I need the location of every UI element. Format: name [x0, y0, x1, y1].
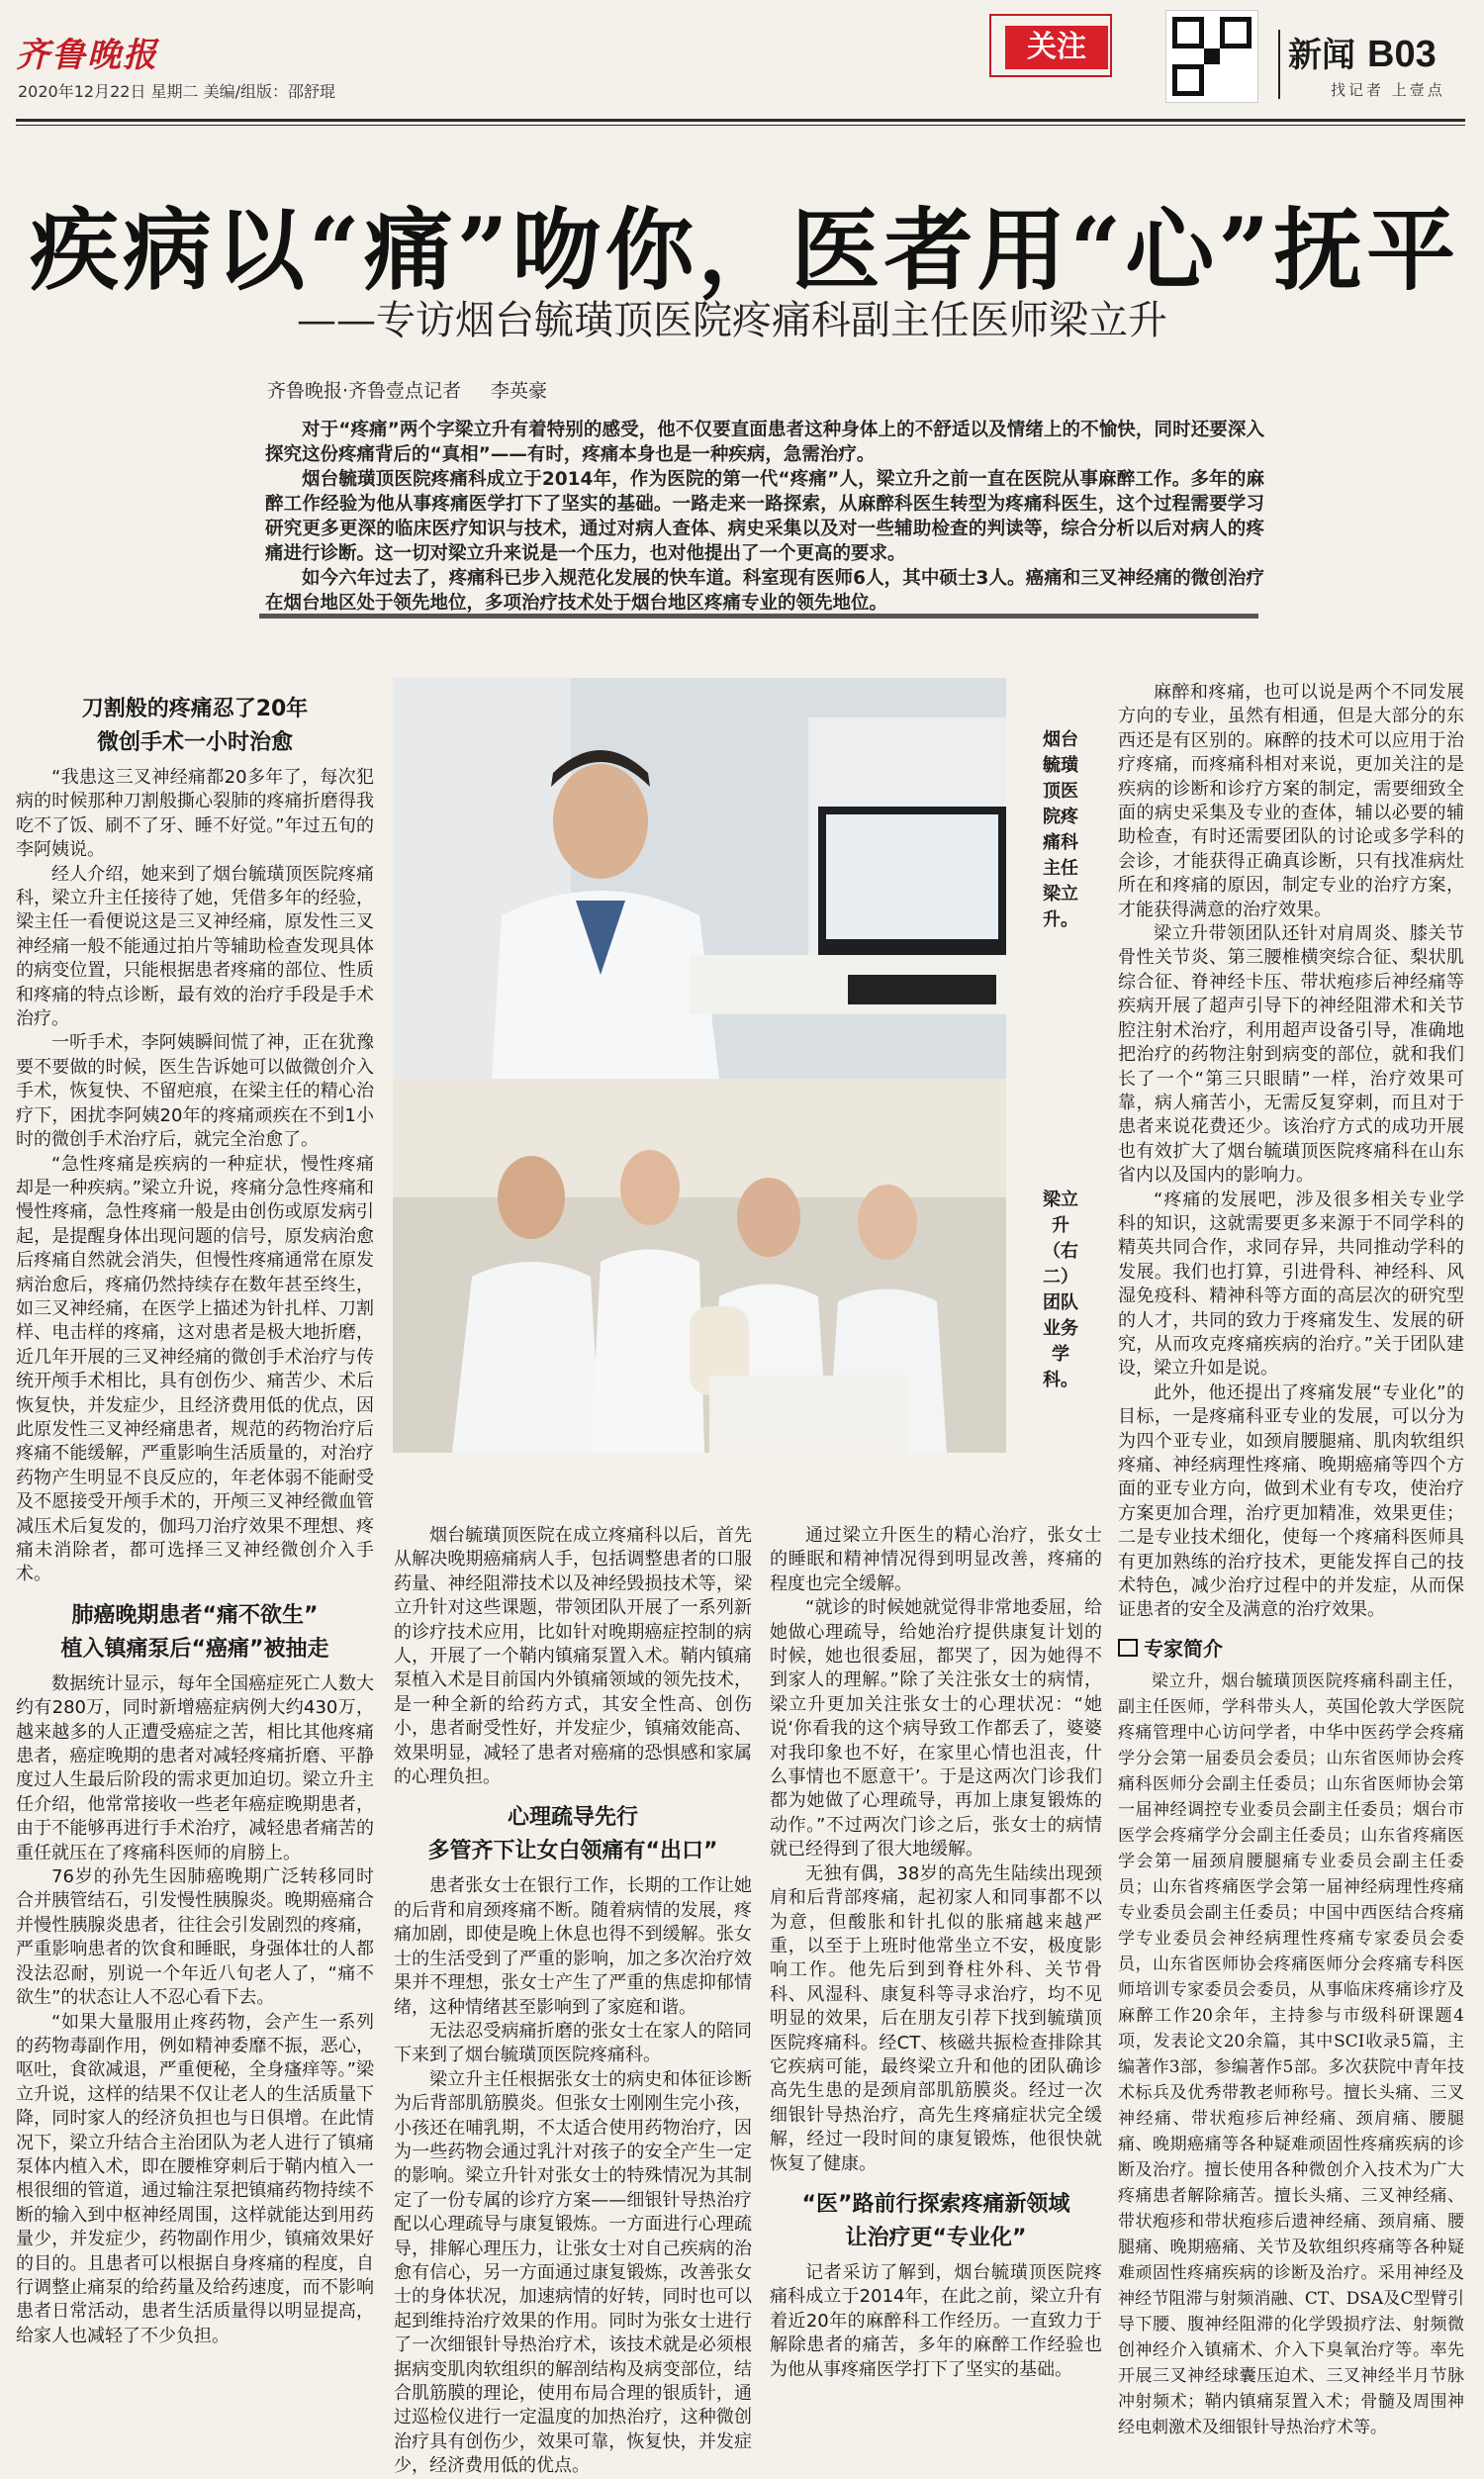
subheadline: ——专访烟台毓璜顶医院疼痛科副主任医师梁立升 [297, 298, 1167, 343]
section-heading: 刀割般的疼痛忍了20年 微创手术一小时治愈 [81, 697, 309, 755]
paragraph: 经人介绍，她来到了烟台毓璜顶医院疼痛科，梁立升主任接待了她，凭借多年的经验，梁主任一看便说这是三叉神经痛，原发性三叉神经痛一般不能通过拍片等辅助检查发现具体的病变位置，只能根据患者疼痛的部位、性质和疼痛的特点诊断，最有效的治疗手段是手术治疗。 [16, 863, 374, 1030]
byline-paper: 齐鲁晚报·齐鲁壹点记者 [267, 380, 462, 402]
section-heading: “医”路前行探索疼痛新领域 让治疗更“专业化” [801, 2191, 1070, 2250]
paragraph: “我患这三叉神经痛都20多年了，每次犯病的时候那种刀割般撕心裂肺的疼痛折磨得我吃不了饭、刷不了牙、睡不好觉。”年过五旬的李阿姨说。 [16, 767, 374, 861]
photo-illustration [393, 678, 1006, 1079]
paragraph: 此外，他还提出了疼痛发展“专业化”的目标，一是疼痛科亚专业的发展，可以分为为四个亚专业，如颈肩腰腿痛、肌肉软组织疼痛、神经病理性疼痛、晚期癌痛等四个方面的亚专业方向，做到术业有专攻，使治疗方案更加合理，治疗更加精准，效果更佳；二是专业技术细化，使每一个疼痛科医师具有更加熟练的治疗技术，更能发挥自己的技术特色，减少治疗过程中的并发症，从而保证患者的安全及满意的治疗效果。 [1118, 1382, 1464, 1621]
section-heading: 心理疏导先行 多管齐下让女白领痛有“出口” [427, 1805, 718, 1864]
paragraph: “疼痛的发展吧，涉及很多相关专业学科的知识，这就需要更多来源于不同学科的精英共同合作，求同存异，共同推动学科的发展。我们也打算，引进骨科、神经科、风湿免疫科、精神科等方面的高层次的研究型的人才，共同的致力于疼痛发生、发展的研究，从而攻克疼痛疾病的治疗。”关于团队建设，梁立升如是说。 [1118, 1189, 1464, 1380]
qr-code-icon[interactable] [1165, 10, 1258, 103]
lede-rule [259, 614, 1258, 619]
paragraph: 数据统计显示，每年全国癌症死亡人数大约有280万，同时新增癌症病例大约430万，越来越多的人正遭受癌症之苦，相比其他疼痛患者，癌症晚期的患者对减轻疼痛折磨、平静度过人生最后阶段的需求更加迫切。梁立升主任介绍，他常常接收一些老年癌症晚期患者，由于不能够再进行手术治疗，减轻患者痛苦的重任就压在了疼痛科医师的肩膀上。 [16, 1672, 374, 1863]
section-name: 新闻 [1288, 36, 1355, 75]
section-heading: 肺癌晚期患者“痛不欲生” 植入镇痛泵后“癌痛”被抽走 [60, 1602, 329, 1662]
paragraph: “如果大量服用止疼药物，会产生一系列的药物毒副作用，例如精神委靡不振，恶心，呕吐，食欲减退，严重便秘，全身瘙痒等。”梁立升说，这样的结果不仅让老人的生活质量下降，同时家人的经济负担也与日俱增。在此情况下，梁立升结合主治团队为老人进行了镇痛泵体内植入术，即在腰椎穿刺后于鞘内植入一根很细的管道，通过输注泵把镇痛药物持续不断的输入到中枢神经周围，这样就能达到用药量少，并发症少，药物副作用少，镇痛效果好的目的。且患者可以根据自身疼痛的程度，自行调整止痛泵的给药量及给药速度，而不影响患者日常活动，患者生活质量得以明显提高，给家人也减轻了不少负担。 [16, 2011, 374, 2346]
paragraph: 无独有偶，38岁的高先生陆续出现颈肩和后背部疼痛，起初家人和同事都不以为意，但酸胀和针扎似的胀痛越来越严重，以至于上班时他常坐立不安，极度影响工作。他先后到到脊柱外科、关节骨科、风湿科、康复科等寻求治疗，均不见明显的效果，后在朋友引荐下找到毓璜顶医院疼痛科。经CT、核磁共振检查排除其它疾病可能，最终梁立升和他的团队确诊高先生患的是颈肩部肌筋膜炎。经过一次细银针导热治疗，高先生疼痛症状完全缓解，经过一段时间的康复锻炼，他很快就恢复了健康。 [770, 1862, 1102, 2174]
expert-bio [1118, 1637, 1464, 2440]
lede-paragraph: 烟台毓璜顶医院疼痛科成立于2014年，作为医院的第一代“疼痛”人，梁立升之前一直在医院从事麻醉工作。多年的麻醉工作经验为他从事疼痛医学打下了坚实的基础。一路走来一路探索，从麻醉科医生转型为疼痛科医生，这个过程需要学习研究更多更深的临床医疗知识与技术，通过对病人查体、病史采集以及对一些辅助检查的判读等，综合分析以后对病人的疼痛进行诊断。这一切对梁立升来说是一个压力，也对他提出了一个更高的要求。 [265, 469, 1264, 564]
byline [267, 376, 577, 403]
masthead-rule [16, 119, 1465, 122]
paragraph: 一听手术，李阿姨瞬间慌了神，正在犹豫要不要做的时候，医生告诉她可以做微创介入手术，恢复快、不留疤痕，在梁主任的精心治疗下，困扰李阿姨20年的疼痛顽疾在不到1小时的微创手术治疗后，就完全治愈了。 [16, 1032, 374, 1151]
follow-badge[interactable] [989, 14, 1112, 77]
photo-caption: 烟台毓璜顶医院疼痛科主任梁立升。 [1043, 729, 1078, 930]
lede-paragraph: 如今六年过去了，疼痛科已步入规范化发展的快车道。科室现有医师6人，其中硕士3人。癌痛和三叉神经痛的微创治疗在烟台地区处于领先地位，多项治疗技术处于烟台地区疼痛专业的领先地位。 [265, 568, 1264, 614]
photo-caption: 梁立升（右二）团队业务学科。 [1043, 1190, 1078, 1390]
paragraph: 烟台毓璜顶医院在成立疼痛科以后，首先从解决晚期癌痛病人手，包括调整患者的口服药量、神经阻滞技术以及神经毁损技术等，梁立升针对这些课题，带领团队开展了一系列新的诊疗技术应用，比如针对晚期癌症控制的病人，开展了一个鞘内镇痛泵置入术。鞘内镇痛泵植入术是目前国内外镇痛领域的领先技术，是一种全新的给药方式，其安全性高、创伤小，患者耐受性好，并发症少，镇痛效能高、效果明显，减轻了患者对癌痛的恐惧感和家属的心理负担。 [394, 1525, 752, 1788]
photo-doctor-portrait [393, 678, 1006, 1079]
square-icon [1118, 1639, 1138, 1657]
column-1 [16, 681, 374, 2348]
bio-heading: 专家简介 [1118, 1637, 1464, 1661]
column-2 [394, 1524, 752, 2479]
follow-label: 关注 [1005, 26, 1108, 69]
paragraph: 梁立升主任根据张女士的病史和体征诊断为后背部肌筋膜炎。但张女士刚刚生完小孩，小孩还在哺乳期，不太适合使用药物治疗，因为一些药物会通过乳汁对孩子的安全产生一定的影响。梁立升针对张女士的特殊情况为其制定了一份专属的诊疗方案——细银针导热治疗配以心理疏导与康复锻炼。一方面进行心理疏导，排解心理压力，让张女士对自己疾病的治愈有信心，另一方面通过康复锻炼，改善张女士的身体状况，加速病情的好转，同时也可以起到维持治疗效果的作用。同时为张女士进行了一次细银针导热治疗术，该技术就是必须根据病变肌肉软组织的解剖结构及病变部位，结合肌筋膜的理论，使用布局合理的银质针，通过巡检仪进行一定温度的加热治疗，这种微创治疗具有创伤少，效果可靠，恢复快，并发症少，经济费用低的优点。 [394, 2068, 752, 2477]
paragraph: 通过梁立升医生的精心治疗，张女士的睡眠和精神情况得到明显改善，疼痛的程度也完全缓解。 [770, 1525, 1102, 1594]
headline: 疾病以“痛”吻你，医者用“心”抚平 [30, 198, 1460, 303]
masthead-rule-thin [16, 125, 1465, 126]
paragraph: “急性疼痛是疾病的一种症状，慢性疼痛却是一种疾病。”梁立升说，疼痛分急性疼痛和慢性疼痛，急性疼痛一般是由创伤或原发病引起，是提醒身体出现问题的信号，原发病治愈后疼痛自然就会消失，但慢性疼痛通常在原发病治愈后，疼痛仍然持续存在数年甚至终生，如三叉神经痛，在医学上描述为针扎样、刀割样、电击样的疼痛，这对患者是极大地折磨，近几年开展的三叉神经痛的微创手术治疗与传统开颅手术相比，具有创伤少、痛苦少、术后恢复快，并发症少，且经济费用低的优点，因此原发性三叉神经痛患者，规范的药物治疗后疼痛不能缓解，严重影响生活质量的，对治疗药物产生明显不良反应的，年老体弱不能耐受及不愿接受开颅手术的，开颅三叉神经微血管减压术后复发的，伽玛刀治疗效果不理想、疼痛未消除者，都可选择三叉神经微创介入手术。 [16, 1153, 374, 1585]
column-3 [770, 1524, 1102, 2382]
paragraph: 记者采访了解到，烟台毓璜顶医院疼痛科成立于2014年，在此之前，梁立升有着近20年的麻醉科工作经历。一直致力于解除患者的痛苦，多年的麻醉工作经验也为他从事疼痛医学打下了坚实的基础。 [770, 2261, 1102, 2380]
section-label [1288, 28, 1437, 76]
photo-illustration [393, 1079, 1006, 1453]
page-number: B03 [1367, 34, 1437, 75]
lede-paragraph: 对于“疼痛”两个字梁立升有着特别的感受，他不仅要直面患者这种身体上的不舒适以及情绪上的不愉快，同时还要深入探究这份疼痛背后的“真相”——有时，疼痛本身也是一种疾病，急需治疗。 [265, 420, 1264, 465]
section-divider [1278, 30, 1280, 99]
column-4 [1118, 681, 1464, 2440]
bio-text: 梁立升，烟台毓璜顶医院疼痛科副主任，副主任医师，学科带头人，英国伦敦大学医院疼痛管理中心访问学者，中华中医药学会疼痛学分会第一届委员会委员；山东省医师协会疼痛科医师分会副主任委员；山东省医师协会第一届神经调控专业委员会副主任委员；烟台市医学会疼痛学分会副主任委员；山东省疼痛医学会第一届颈肩腰腿痛专业委员会副主任委员；山东省疼痛医学会第一届神经病理性疼痛专业委员会副主任委员；中国中西医结合疼痛学专业委员会神经病理性疼痛专家委员会委员，山东省医师协会疼痛医师分会疼痛专科医师培训专家委员会委员，从事临床疼痛诊疗及麻醉工作20余年，主持参与市级科研课题4项，发表论文20余篇，其中SCI收录5篇，主编著作3部，参编著作5部。多次获院中青年技术标兵及优秀带教老师称号。擅长头痛、三叉神经痛、带状疱疹后神经痛、颈肩痛、腰腿痛、晚期癌痛等各种疑难顽固性疼痛疾病的诊断及治疗。擅长使用各种微创介入技术为广大疼痛患者解除痛苦。擅长头痛、三叉神经痛、带状疱疹和带状疱疹后遗神经痛、颈肩痛、腰腿痛、晚期癌痛、关节及软组织疼痛等各种疑难顽固性疼痛疾病的诊断及治疗。采用神经及神经节阻滞与射频消融、CT、DSA及C型臂引导下腰、腹神经阻滞的化学毁损疗法、射频微创神经介入镇痛术、介入下臭氧治疗等。率先开展三叉神经球囊压迫术、三叉神经半月节脉冲射频术；鞘内镇痛泵置入术；骨髓及周围神经电刺激术及细银针导热治疗术等。 [1118, 1671, 1464, 2438]
paragraph: 麻醉和疼痛，也可以说是两个不同发展方向的专业，虽然有相通，但是大部分的东西还是有区别的。麻醉的技术可以应用于治疗疼痛，而疼痛科相对来说，更加关注的是疾病的诊断和诊疗方案的制定，需要细致全面的病史采集及专业的查体，辅以必要的辅助检查，有时还需要团队的讨论或多学科的会诊，才能获得正确真诊断，只有找准病灶所在和疼痛的原因，制定专业的治疗方案，才能获得满意的治疗效果。 [1118, 682, 1464, 920]
paragraph: 梁立升带领团队还针对肩周炎、膝关节骨性关节炎、第三腰椎横突综合征、梨状肌综合征、脊神经卡压、带状疱疹后神经痛等疾病开展了超声引导下的神经阻滞术和关节腔注射术治疗，利用超声设备引导，准确地把治疗的药物注射到病变的部位，就和我们长了一个“第三只眼睛”一样，治疗效果可靠，病人痛苦小，无需反复穿刺，而且对于患者来说花费还少。该治疗方式的成功开展也有效扩大了烟台毓璜顶医院疼痛科在山东省内以及国内的影响力。 [1118, 923, 1464, 1187]
byline-name: 李英豪 [491, 380, 548, 402]
dateline: 2020年12月22日 星期二 美编/组版：邵舒琨 [18, 82, 336, 101]
paragraph: 76岁的孙先生因肺癌晚期广泛转移同时合并胰管结石，引发慢性胰腺炎。晚期癌痛合并慢性胰腺炎患者，往往会引发剧烈的疼痛，严重影响患者的饮食和睡眠，身强体壮的人都没法忍耐，别说一个年近八旬老人了，“痛不欲生”的状态让人不忍心看下去。 [16, 1866, 374, 2009]
paragraph: “就诊的时候她就觉得非常地委屈，给她做心理疏导，给她治疗提供康复计划的时候，她也很委屈，都哭了，因为她得不到家人的理解。”除了关注张女士的病情，梁立升更加关注张女士的心理状况：“她说‘你看我的这个病导致工作都丢了，婆婆对我印象也不好，在家里心情也沮丧，什么事情也不愿意干’。于是这两次门诊我们都为她做了心理疏导，再加上康复锻炼的动作。”不过两次门诊之后，张女士的病情就已经得到了很大地缓解。 [770, 1597, 1102, 1860]
lede [265, 418, 1264, 616]
paragraph: 无法忍受病痛折磨的张女士在家人的陪同下来到了烟台毓璜顶医院疼痛科。 [394, 2020, 752, 2066]
photo-team [393, 1079, 1006, 1453]
paragraph: 患者张女士在银行工作，长期的工作让她的后背和肩颈疼痛不断。随着病情的发展，疼痛加剧，即使是晚上休息也得不到缓解。张女士的生活受到了严重的影响，加之多次治疗效果并不理想，张女士产生了严重的焦虑抑郁情绪，这种情绪甚至影响到了家庭和谐。 [394, 1875, 752, 2018]
reporters-tagline: 找记者 上壹点 [1331, 81, 1445, 99]
newspaper-logo: 齐鲁晚报 [16, 36, 158, 75]
